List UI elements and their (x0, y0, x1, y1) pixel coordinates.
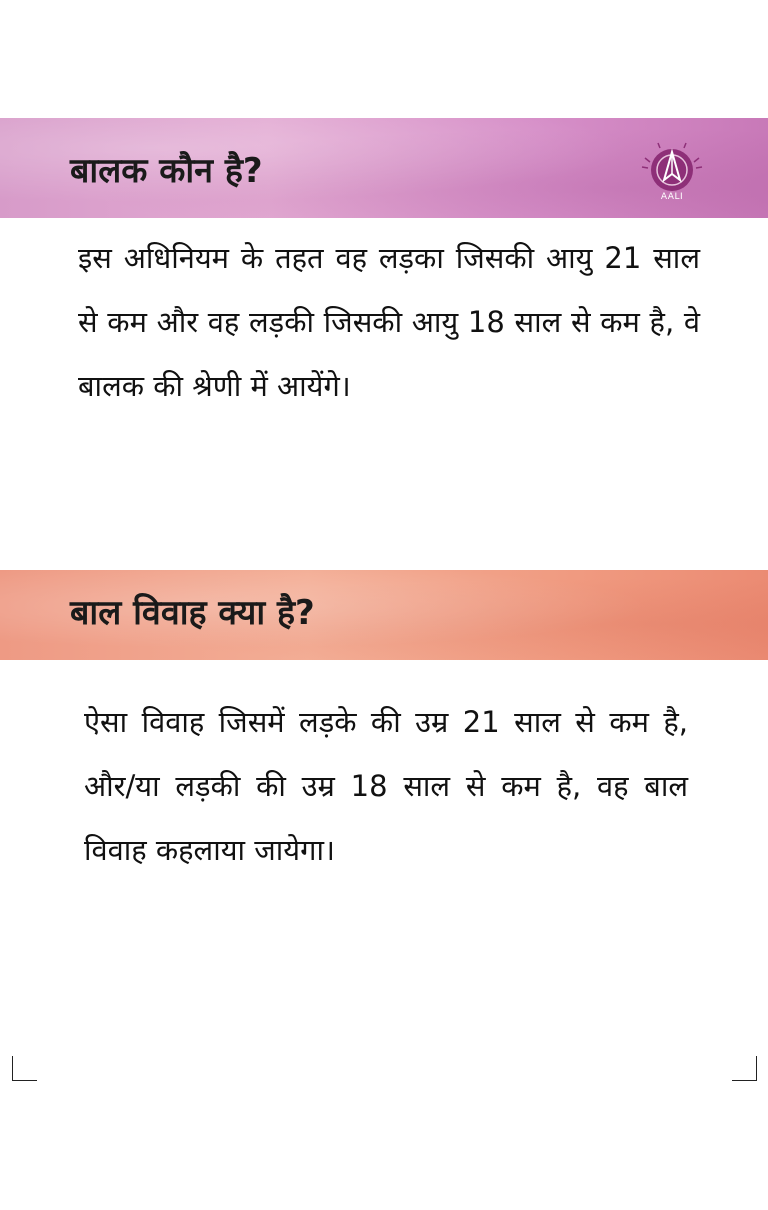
section-body-child-marriage: ऐसा विवाह जिसमें लड़के की उम्र 21 साल से कम है, और/या लड़की की उम्र 18 साल से कम है, वह बाल विवाह कहलाया जायेगा। (84, 705, 688, 867)
section-header-band-child (0, 118, 768, 218)
section-body-child: इस अधिनियम के तहत वह लड़का जिसकी आयु 21 साल से कम और वह लड़की जिसकी आयु 18 साल से कम है, वे बालक की श्रेणी में आयेंगे। (78, 241, 700, 403)
section-header-band-child-marriage (0, 570, 768, 660)
crop-mark-bottom-right (732, 1056, 757, 1081)
logo-label: AALI (660, 192, 684, 202)
section-title-child: बालक कौन है? (70, 151, 263, 191)
section-title-child-marriage: बाल विवाह क्या है? (70, 593, 315, 633)
crop-mark-bottom-left (12, 1056, 37, 1081)
aali-logo-icon (640, 140, 704, 206)
